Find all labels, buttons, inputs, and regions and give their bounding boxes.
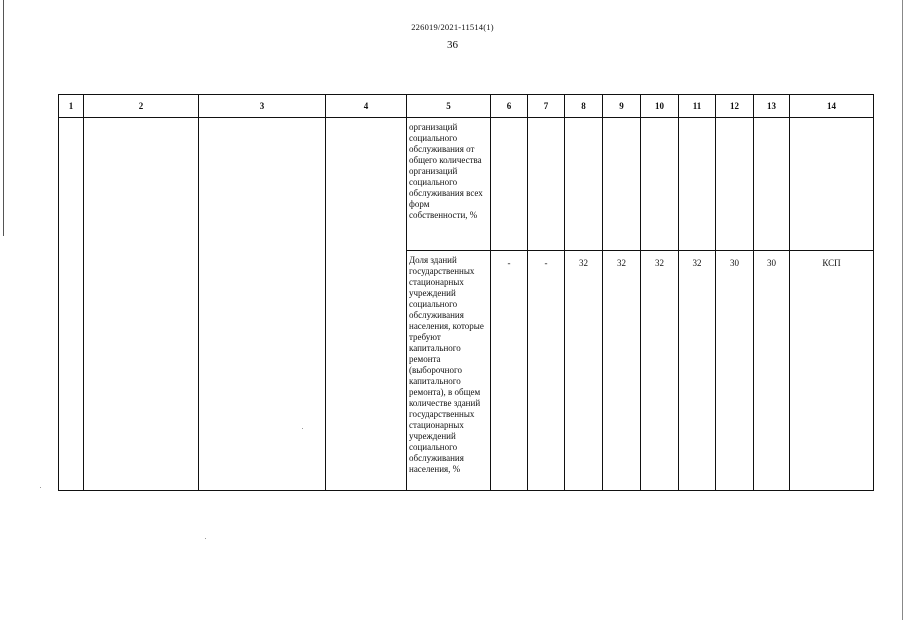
value-cell: КСП (790, 251, 874, 491)
column-header: 9 (603, 95, 641, 118)
value-cell: - (528, 251, 565, 491)
column-header: 7 (528, 95, 565, 118)
value-cell (491, 118, 528, 251)
scan-edge (902, 0, 903, 620)
scan-edge (3, 0, 4, 236)
table-cell (199, 118, 326, 491)
value-cell: 30 (716, 251, 754, 491)
indicator-cell: организаций социального обслуживания от общего количества организаций социального обслуживания всех форм собственности, % (407, 118, 491, 251)
document-id: 226019/2021-11514(1) (411, 22, 494, 32)
column-header: 1 (59, 95, 84, 118)
value-cell: 32 (603, 251, 641, 491)
table-row (59, 118, 874, 251)
column-header: 5 (407, 95, 491, 118)
column-header: 8 (565, 95, 603, 118)
column-header: 13 (754, 95, 790, 118)
value-cell (754, 118, 790, 251)
column-header: 14 (790, 95, 874, 118)
column-header: 6 (491, 95, 528, 118)
value-cell (641, 118, 679, 251)
value-cell (565, 118, 603, 251)
value-cell: 30 (754, 251, 790, 491)
value-cell (679, 118, 716, 251)
scan-speck (302, 428, 303, 429)
column-header: 3 (199, 95, 326, 118)
value-cell (603, 118, 641, 251)
table-cell (326, 118, 407, 491)
value-cell (528, 118, 565, 251)
scan-speck (40, 487, 41, 488)
table-cell (59, 118, 84, 491)
column-header: 10 (641, 95, 679, 118)
column-header: 11 (679, 95, 716, 118)
value-cell (790, 118, 874, 251)
table-cell (84, 118, 199, 491)
page-number: 36 (447, 39, 458, 51)
value-cell (716, 118, 754, 251)
value-cell: 32 (641, 251, 679, 491)
value-cell: 32 (679, 251, 716, 491)
column-header: 2 (84, 95, 199, 118)
column-header: 12 (716, 95, 754, 118)
scan-speck (205, 538, 206, 539)
value-cell: - (491, 251, 528, 491)
column-header: 4 (326, 95, 407, 118)
indicator-cell: Доля зданий государственных стационарных учреждений социального обслуживания населения, которые требуют капитального ремонта (выборочного капитального ремонта), в общем количестве зданий государственных стационарных учреждений социального обслуживания населения, % (407, 251, 491, 491)
value-cell: 32 (565, 251, 603, 491)
data-table (58, 94, 874, 491)
table-header-row (59, 95, 874, 118)
